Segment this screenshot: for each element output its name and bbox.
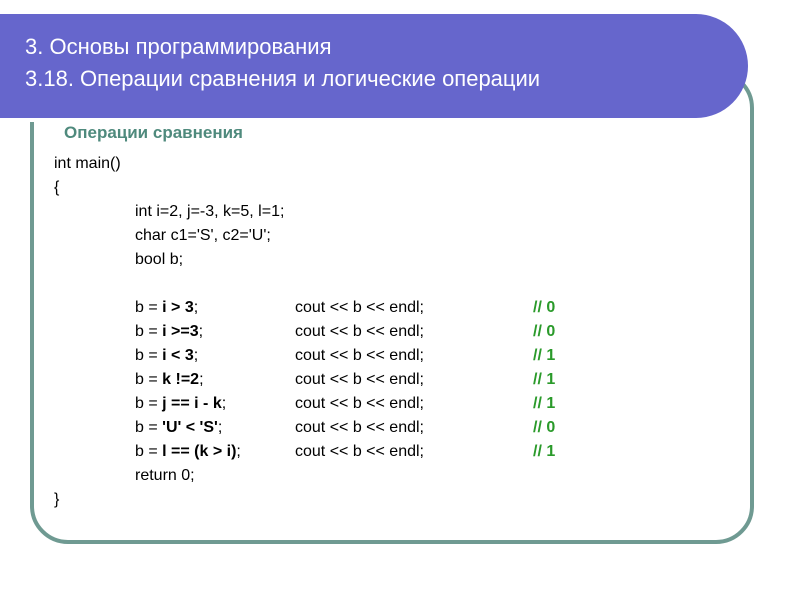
row-statement xyxy=(135,418,222,438)
row-assignment: b = xyxy=(135,395,163,412)
row-cout: cout << b << endl; xyxy=(295,443,424,460)
code-decl-chars: char c1='S', c2='U'; xyxy=(135,227,271,244)
row-assignment: b = xyxy=(135,419,163,436)
row-assignment: b = xyxy=(135,443,163,460)
code-decl-bool: bool b; xyxy=(135,251,184,268)
code-close-brace: } xyxy=(54,491,60,508)
row-semicolon: ; xyxy=(193,347,199,364)
row-semicolon: ; xyxy=(217,419,223,436)
code-open-brace: { xyxy=(54,179,60,196)
row-semicolon: ; xyxy=(199,371,204,388)
row-statement xyxy=(135,394,226,414)
row-comment: // 0 xyxy=(533,419,556,436)
row-comment: // 1 xyxy=(533,395,556,412)
row-comment: // 1 xyxy=(533,443,556,460)
row-assignment: b = xyxy=(135,299,163,316)
row-statement xyxy=(135,442,241,462)
row-assignment: b = xyxy=(135,371,163,388)
row-expression: 'U' < 'S' xyxy=(162,419,218,436)
code-return: return 0; xyxy=(135,467,195,484)
row-semicolon: ; xyxy=(198,323,204,340)
row-semicolon: ; xyxy=(236,443,241,460)
row-semicolon: ; xyxy=(221,395,227,412)
code-signature: int main() xyxy=(54,155,121,172)
row-comment: // 0 xyxy=(533,299,556,316)
row-semicolon: ; xyxy=(193,299,199,316)
row-comment: // 0 xyxy=(533,323,556,340)
row-assignment: b = xyxy=(135,347,163,364)
row-cout: cout << b << endl; xyxy=(295,323,424,340)
row-expression: j == i - k xyxy=(162,395,222,412)
row-expression: k !=2 xyxy=(162,371,200,388)
row-comment: // 1 xyxy=(533,347,556,364)
row-expression: l == (k > i) xyxy=(162,443,237,460)
row-cout: cout << b << endl; xyxy=(295,299,424,316)
row-expression: i < 3 xyxy=(162,347,194,364)
slide-title-line-1: 3. Основы программирования xyxy=(25,34,332,59)
code-decl-ints: int i=2, j=-3, k=5, l=1; xyxy=(135,203,285,220)
row-statement xyxy=(135,298,198,318)
row-expression: i >=3 xyxy=(162,323,199,340)
row-assignment: b = xyxy=(135,323,163,340)
row-expression: i > 3 xyxy=(162,299,194,316)
row-cout: cout << b << endl; xyxy=(295,419,424,436)
section-heading: Операции сравнения xyxy=(64,123,243,142)
slide-title-line-2: 3.18. Операции сравнения и логические операции xyxy=(25,66,541,91)
row-comment: // 1 xyxy=(533,371,556,388)
row-statement xyxy=(135,322,203,342)
row-cout: cout << b << endl; xyxy=(295,395,424,412)
row-cout: cout << b << endl; xyxy=(295,371,424,388)
row-cout: cout << b << endl; xyxy=(295,347,424,364)
row-statement xyxy=(135,370,204,390)
row-statement xyxy=(135,346,198,366)
